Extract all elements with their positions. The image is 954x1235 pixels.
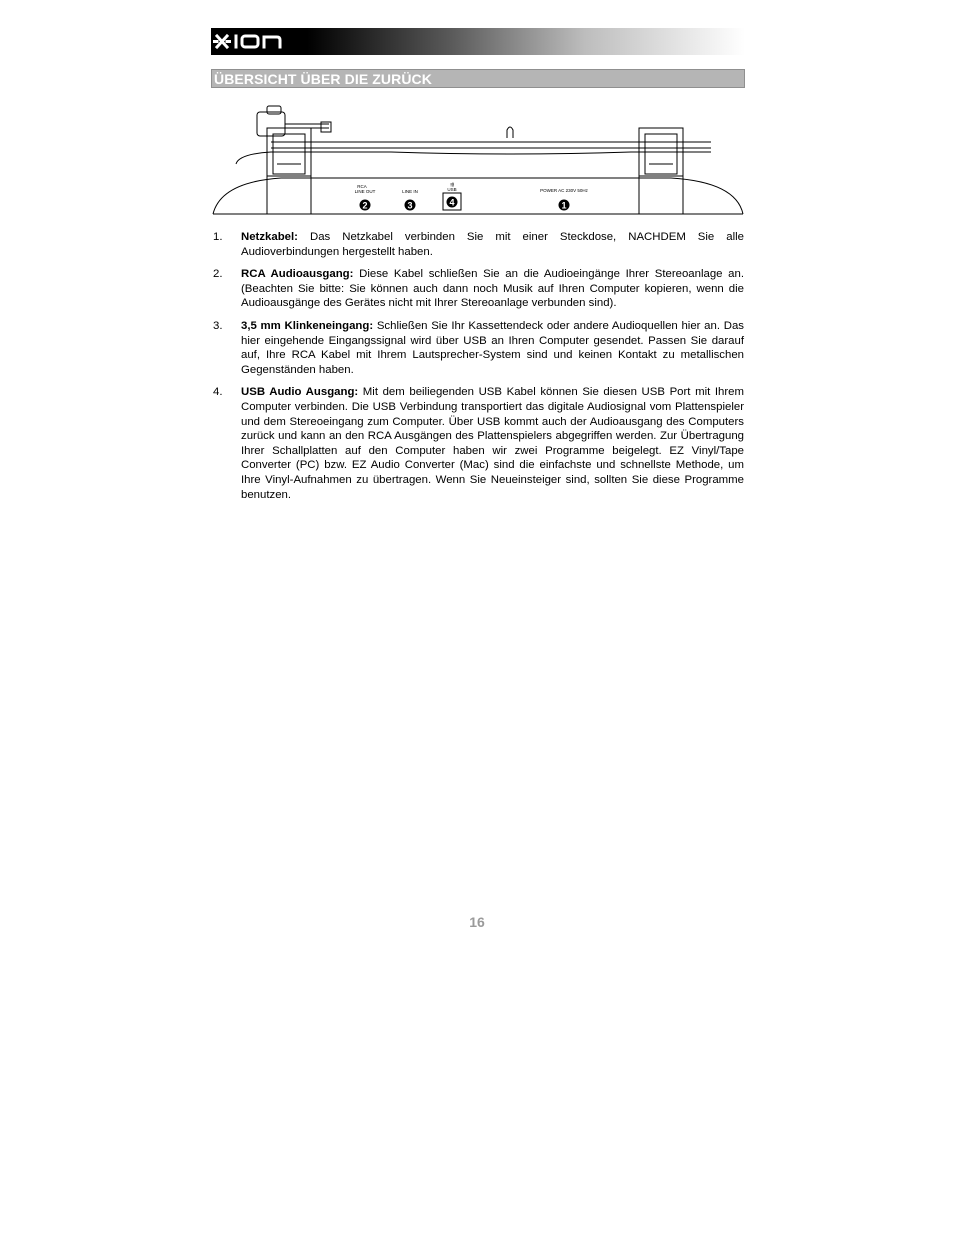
list-item (211, 230, 744, 259)
connector-2 (360, 200, 371, 211)
power-label: POWER AC 230V 50Hz (540, 188, 588, 193)
connector-4 (447, 197, 458, 208)
list-item (211, 385, 744, 502)
list-item (211, 267, 744, 311)
rca-label: RCA (357, 184, 367, 189)
svg-text:3: 3 (407, 200, 413, 211)
section-title: ÜBERSICHT ÜBER DIE ZURÜCK (214, 71, 432, 87)
svg-text:1: 1 (561, 200, 567, 211)
rear-panel-feature-list (211, 230, 744, 510)
usb-label: USB (447, 187, 457, 192)
item-title: Netzkabel: (241, 231, 298, 243)
ion-logo (213, 31, 289, 52)
list-item (211, 319, 744, 377)
item-text: Schließen Sie Ihr Kassettendeck oder andere Audioquellen hier an. Das hier eingehende Eingangssignal wird über USB an Ihren Computer gesendet. Passen Sie darauf auf, Ihre RCA Kabel mit Ihrem Lautsprecher-System sind und keinen Kontakt zu metallischen Gegenständen haben. (241, 319, 744, 376)
item-title: USB Audio Ausgang: (241, 386, 359, 399)
connector-3 (405, 200, 416, 211)
item-number: 2. (213, 268, 223, 281)
turntable-rear-panel-diagram (211, 104, 745, 216)
header-bar (211, 28, 745, 55)
usb-icon: ⇶ (450, 182, 454, 187)
item-number: 4. (213, 386, 223, 399)
section-title-bar (211, 69, 745, 88)
item-text: Diese Kabel schließen Sie an die Audioeingänge Ihrer Stereoanlage an. (Beachten Sie bitte: Sie können auch dann noch Musik auf Ihren Computer kopieren, wenn die Audioausgänge des Gerätes nicht mit Ihrer Stereoanlage verbunden sind). (241, 268, 745, 310)
page-number: 16 (469, 914, 485, 930)
item-text: Mit dem beiliegenden USB Kabel können Sie diesen USB Port mit Ihrem Computer verbinden. Die USB Verbindung transportiert das digitale Audiosignal vom Plattenspieler und dem Stereoeingang zum Computer. Über USB kommt auch der Audioausgang des Computers zurück und kann an den RCA Ausgängen des Plattenspielers abgegriffen werden. Zur Übertragung Ihrer Schallplatten auf den Computer haben wir zwei Programme beigelegt. EZ Vinyl/Tape Converter (PC) bzw. EZ Audio Converter (Mac) sind die einfachste und schnellste Methode, um Ihre Vinyl-Aufnahmen zu übertragen. Wenn Sie Neueinsteiger sind, sollten Sie diese Programme benutzen. (241, 386, 744, 501)
item-text: Das Netzkabel verbinden Sie mit einer Steckdose, NACHDEM Sie alle Audioverbindungen hergestellt haben. (241, 231, 744, 258)
connector-1 (559, 200, 570, 211)
item-title: RCA Audioausgang: (241, 268, 354, 281)
svg-text:4: 4 (449, 197, 455, 208)
item-title: 3,5 mm Klinkeneingang: (241, 319, 374, 332)
svg-text:2: 2 (362, 200, 368, 211)
item-number: 3. (213, 319, 223, 332)
rca-label-sub: LINE OUT (354, 189, 376, 194)
line-in-label: LINE IN (402, 189, 418, 194)
turntable-body-outline (213, 178, 743, 214)
item-number: 1. (213, 231, 223, 243)
